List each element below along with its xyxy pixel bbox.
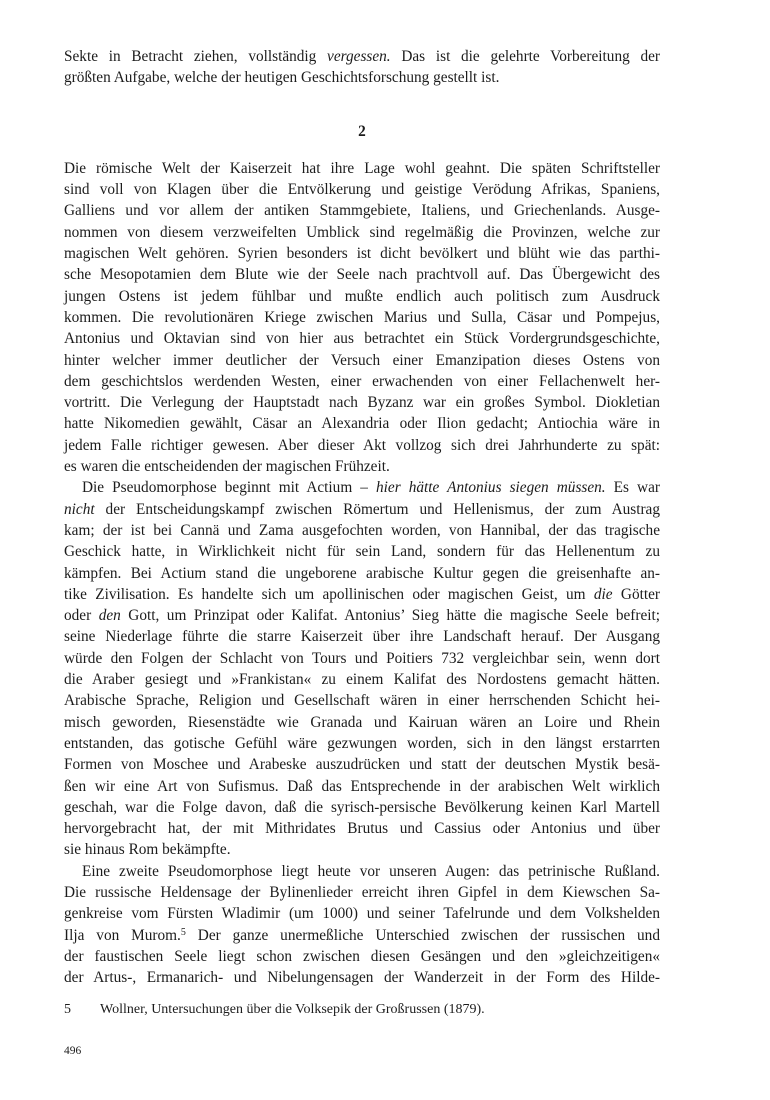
text-line — [64, 371, 660, 392]
text-line — [64, 925, 660, 946]
text-line — [64, 626, 660, 647]
text-run: misch geworden, Riesenstädte wie Granada und Kairuan wären an Loire und Rhein — [64, 713, 660, 731]
text-line — [64, 797, 660, 818]
text-line — [64, 350, 660, 371]
text-run: dem geschichtslos werdenden Westen, einer erwachenden von einer Fellachenwelt her- — [64, 372, 660, 390]
footnote-number: 5 — [64, 1002, 71, 1017]
text-run: entstanden, das gotische Gefühl wäre gezwungen worden, sich in den längst erstarrten — [64, 734, 660, 752]
text-line — [64, 776, 660, 797]
emphasized-text: nicht — [64, 500, 95, 518]
text-line — [64, 690, 660, 711]
text-run: sie hinaus Rom bekämpfte. — [64, 841, 231, 859]
text-run: sind voll von Klagen über die Entvölkerung und geistige Verödung Afrikas, Spaniens, — [64, 181, 660, 199]
text-line — [64, 328, 660, 349]
text-line — [64, 200, 660, 221]
text-line — [64, 541, 660, 562]
text-run: sche Mesopotamien dem Blute wie der Seele nach prachtvoll auf. Das Übergewicht des — [64, 266, 660, 284]
text-run: Geschick hatte, in Wirklichkeit nicht für sein Land, sondern für das Hellenentum zu — [64, 543, 660, 561]
text-line — [64, 392, 660, 413]
text-run: jedem Falle richtiger gewesen. Aber dieser Akt vollzog sich drei Jahrhunderte zu spät: — [64, 436, 660, 454]
emphasized-text: vergessen. — [327, 48, 391, 65]
paragraph — [64, 861, 660, 989]
text-line — [64, 158, 660, 179]
text-run: Die russische Heldensage der Bylinenlieder erreicht ihren Gipfel in dem Kiewschen Sa- — [64, 883, 660, 901]
section-number: 2 — [358, 122, 366, 140]
text-line — [64, 818, 660, 839]
text-run: Es war — [605, 479, 660, 497]
text-line — [64, 946, 660, 967]
emphasized-text: die — [593, 585, 613, 603]
text-run: Galliens und vor allem der antiken Stammgebiete, Italiens, und Griechenlands. Ausge- — [64, 202, 660, 220]
text-line — [64, 882, 660, 903]
footnote-marker: 5 — [180, 926, 186, 938]
text-line — [64, 712, 660, 733]
text-line — [64, 435, 660, 456]
page-body — [64, 46, 660, 988]
text-line — [64, 520, 660, 541]
text-line — [64, 967, 660, 988]
text-line — [64, 903, 660, 924]
text-run: der Artus-, Ermanarich- und Nibelungensagen der Wanderzeit in der Form des Hilde- — [64, 969, 660, 987]
text-line — [64, 456, 660, 477]
text-run: Der ganze unermeßliche Unterschied zwischen der russischen und — [185, 926, 660, 944]
text-run: kommen. Die revolutionären Kriege zwischen Marius und Sulla, Cäsar und Pompejus, — [64, 308, 660, 326]
text-line — [64, 46, 660, 67]
text-line — [64, 499, 660, 520]
text-run: Ilja von Murom. — [64, 926, 181, 944]
text-run: jungen Ostens ist jedem fühlbar und mußte endlich auch politisch zum Ausdruck — [64, 287, 660, 305]
text-run: ßen wir eine Art von Sufismus. Daß das Entsprechende in der arabischen Welt wirklich — [64, 777, 660, 795]
footnote — [64, 1002, 485, 1018]
text-line — [64, 286, 660, 307]
text-line — [64, 67, 660, 88]
text-run: oder — [64, 607, 99, 625]
paragraph — [64, 477, 660, 860]
text-run: vortritt. Die Verlegung der Hauptstadt nach Byzanz war ein großes Symbol. Diokletian — [64, 394, 660, 412]
footnote-text: Wollner, Untersuchungen über die Volksepik der Großrussen (1879). — [100, 1002, 485, 1017]
text-run: hatte Nikomedien gewählt, Cäsar an Alexandria oder Ilion gedacht; Antiochia wäre in — [64, 415, 660, 433]
text-line — [64, 563, 660, 584]
text-run: der Entscheidungskampf zwischen Römertum und Hellenismus, der zum Austrag — [94, 500, 660, 518]
main-text — [64, 158, 660, 989]
text-run: Arabische Sprache, Religion und Gesellschaft wären in einer herrschenden Schicht hei- — [64, 692, 660, 710]
text-run: Die Pseudomorphose beginnt mit Actium – — [82, 479, 377, 497]
text-run: Götter — [612, 585, 661, 603]
text-line — [64, 243, 660, 264]
text-line — [64, 584, 660, 605]
text-line — [64, 179, 660, 200]
text-run: tike Zivilisation. Es handelte sich um apollinischen oder magischen Geist, um — [64, 585, 594, 603]
text-line — [64, 861, 660, 882]
text-run: Das ist die gelehrte Vorbereitung der — [390, 48, 660, 65]
text-run: Sekte in Betracht ziehen, vollständig — [64, 48, 328, 65]
text-line — [64, 264, 660, 285]
text-run: Eine zweite Pseudomorphose liegt heute vor unseren Augen: das petrinische Rußland. — [82, 862, 660, 880]
text-line — [64, 648, 660, 669]
text-run: der faustischen Seele liegt schon zwischen diesen Gesängen und den »gleichzeitigen« — [64, 947, 660, 965]
text-run: nommen von diesem verzweifelten Umblick sind regelmäßig die Provinzen, welche zur — [64, 223, 660, 241]
text-run: Gott, um Prinzipat oder Kalifat. Antonius’ Sieg hätte die magische Seele befreit; — [120, 607, 660, 625]
text-run: Die römische Welt der Kaiserzeit hat ihre Lage wohl geahnt. Die späten Schriftsteller — [64, 159, 660, 177]
text-run: größten Aufgabe, welche der heutigen Geschichtsforschung gestellt ist. — [64, 69, 500, 87]
text-run: genkreise vom Fürsten Wladimir (um 1000) und seiner Tafelrunde und dem Volkshelden — [64, 905, 660, 923]
text-run: die Araber gesiegt und »Frankistan« zu einem Kalifat des Nordostens gemacht hätten. — [64, 671, 660, 689]
text-line — [64, 477, 660, 498]
text-run: kam; der ist bei Cannä und Zama ausgefochten worden, von Hannibal, der das tragische — [64, 521, 660, 539]
page-number: 496 — [64, 1045, 82, 1057]
intro-text — [64, 46, 660, 89]
text-line — [64, 669, 660, 690]
text-run: magischen Welt gehören. Syrien besonders ist dicht bevölkert und blüht wie das parthi- — [64, 245, 660, 263]
text-line — [64, 413, 660, 434]
text-run: Formen von Moschee und Arabeske auszudrücken und statt der deutschen Mystik besä- — [64, 756, 660, 774]
text-line — [64, 754, 660, 775]
emphasized-text: hier hätte Antonius siegen müssen. — [376, 479, 606, 497]
text-run: hinter welcher immer deutlicher der Versuch einer Emanzipation dieses Ostens von — [64, 351, 660, 369]
text-run: kämpfen. Bei Actium stand die ungeborene arabische Kultur gegen die greisenhafte an- — [64, 564, 660, 582]
text-line — [64, 605, 660, 626]
text-run: es waren die entscheidenden der magischen Frühzeit. — [64, 458, 390, 476]
paragraph — [64, 158, 660, 477]
text-run: hervorgebracht hat, der mit Mithridates Brutus und Cassius oder Antonius und über — [64, 820, 660, 838]
text-line — [64, 839, 660, 860]
text-line — [64, 222, 660, 243]
text-line — [64, 307, 660, 328]
text-run: würde den Folgen der Schlacht von Tours und Poitiers 732 vergleichbar sein, wenn dort — [64, 649, 660, 667]
text-run: seine Niederlage führte die starre Kaiserzeit über ihre Landschaft herauf. Der Ausgang — [64, 628, 660, 646]
text-run: Antonius und Oktavian sind von hier aus betrachtet ein Stück Vordergrundsgeschichte, — [64, 330, 660, 348]
text-line — [64, 733, 660, 754]
emphasized-text: den — [98, 607, 121, 625]
text-run: geschah, war die Folge davon, daß die syrisch-persische Bevölkerung keinen Karl Martell — [64, 798, 660, 816]
